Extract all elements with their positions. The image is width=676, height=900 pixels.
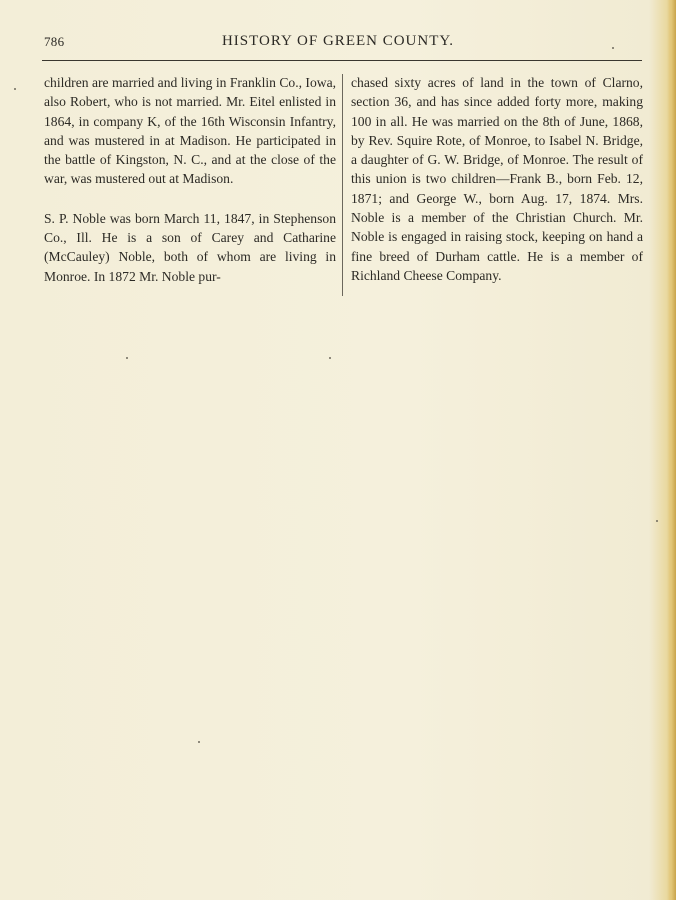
header-rule xyxy=(42,60,642,61)
paper-speck xyxy=(329,357,331,359)
left-paragraph-1: children are married and living in Franklin Co., Iowa, also Robert, who is not married. Mr. Eitel enlisted in 1864, in company K, of the 16th Wisconsin Infantry, and was mustered in at Madison. He participated in the battle of Kingston, N. C., and at the close of the war, was mustered out at Madison. xyxy=(44,75,336,187)
left-paragraph-2: S. P. Noble was born March 11, 1847, in Stephenson Co., Ill. He is a son of Carey and Catharine (McCauley) Noble, both of whom are living in Monroe. In 1872 Mr. Noble pur- xyxy=(44,210,336,284)
column-divider xyxy=(342,74,343,296)
page-edge xyxy=(668,0,676,900)
paper-speck xyxy=(14,88,16,90)
running-head-title: HISTORY OF GREEN COUNTY. xyxy=(221,33,455,49)
page-number: 786 xyxy=(44,34,65,49)
paper-speck xyxy=(656,520,658,522)
paper-speck xyxy=(126,357,128,359)
paper-speck xyxy=(612,47,614,49)
left-column xyxy=(44,73,336,286)
right-column xyxy=(351,73,643,285)
right-paragraph-1: chased sixty acres of land in the town of Clarno, section 36, and has since added forty more, making 100 in all. He was married on the 8th of June, 1868, by Rev. Squire Rote, of Monroe, to Isabel N. Bridge, a daughter of G. W. Bridge, of Monroe. The result of this union is two children—Frank B., born Feb. 12, 1871; and George W., born Aug. 17, 1874. Mrs. Noble is a member of the Christian Church. Mr. Noble is engaged in raising stock, keeping on hand a fine breed of Durham cattle. He is a member of Richland Cheese Company. xyxy=(351,75,643,283)
paper-speck xyxy=(198,741,200,743)
